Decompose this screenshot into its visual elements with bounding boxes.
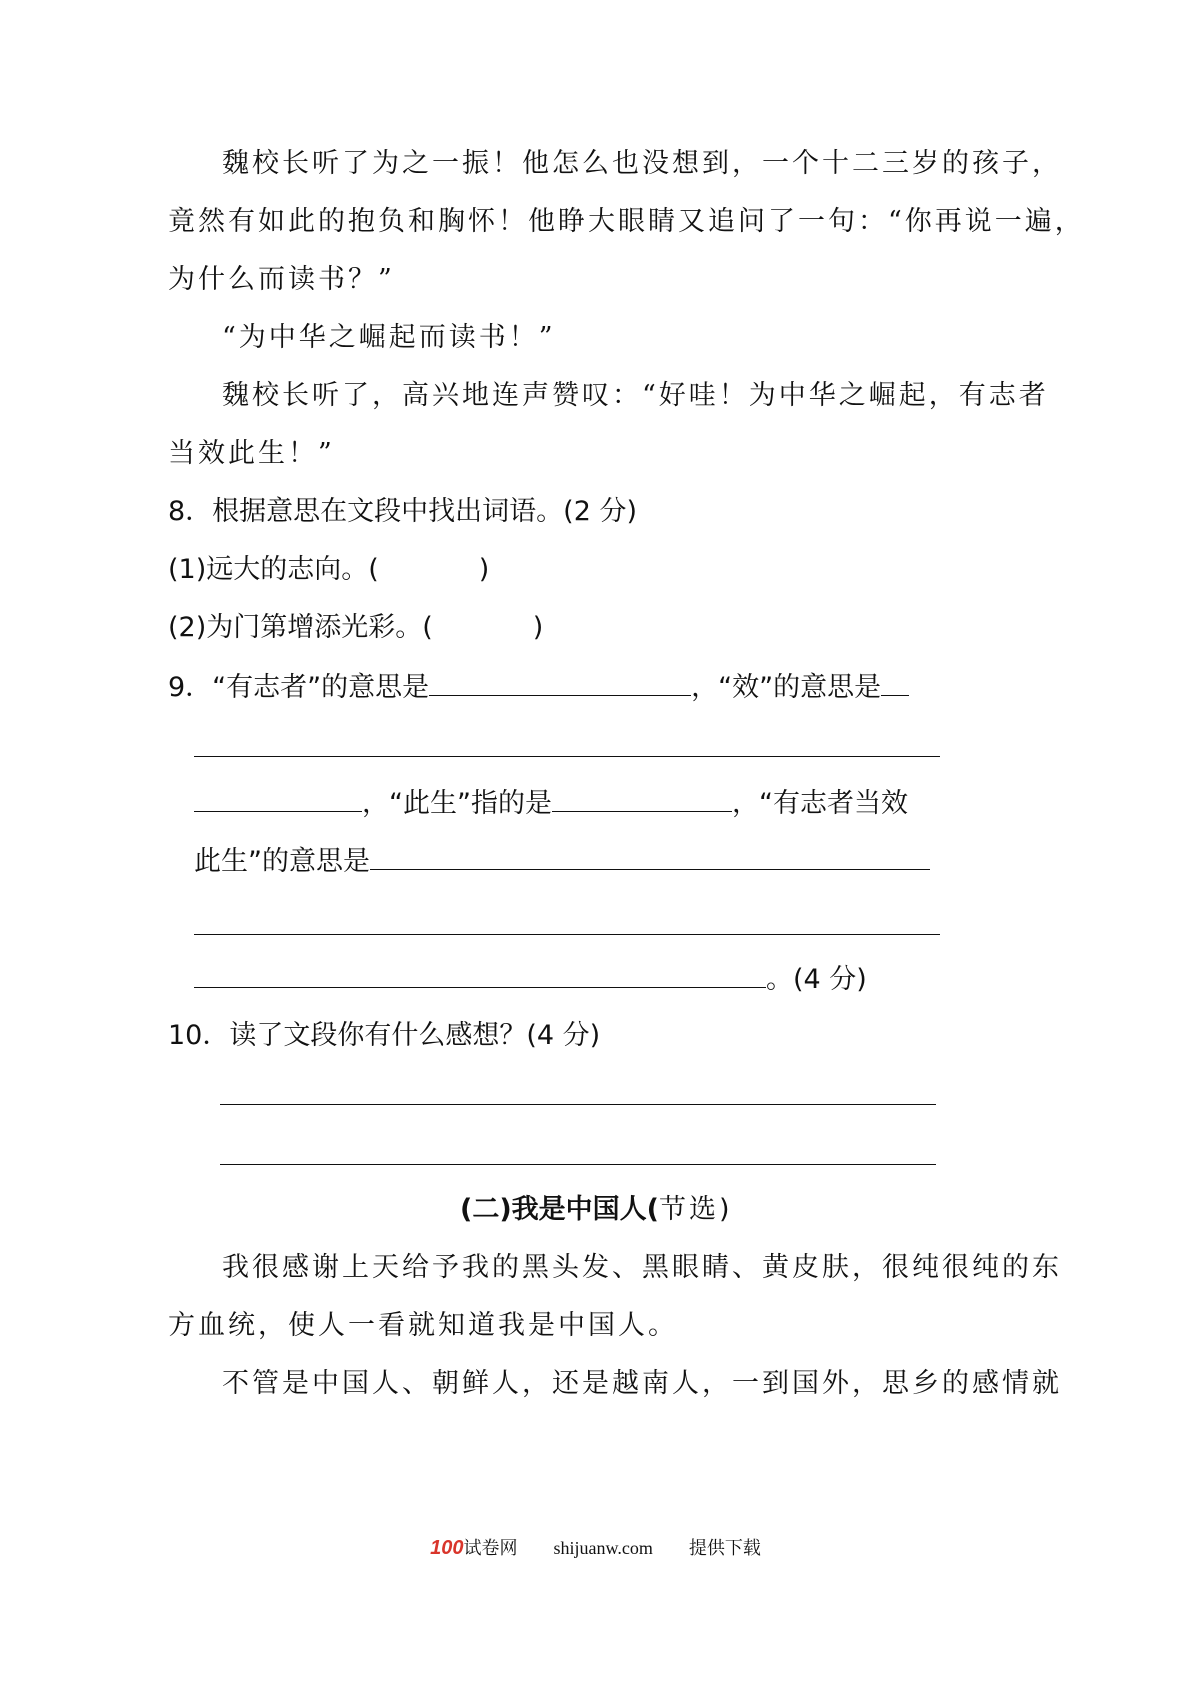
answer-blank[interactable] — [429, 669, 691, 696]
answer-line[interactable] — [220, 1104, 936, 1105]
q9-text: ，“效”的意思是 — [691, 672, 882, 703]
close-paren: ) — [478, 554, 490, 585]
q9-text: ，“此生”指的是 — [362, 788, 552, 819]
passage-line: 为什么而读书？” — [168, 264, 395, 295]
q9-text: 9．“有志者”的意思是 — [168, 672, 430, 703]
passage-line: “为中华之崛起而读书！” — [222, 322, 556, 353]
question-9-line-6 — [194, 961, 867, 997]
item-text: (2)为门第增添光彩。( — [168, 612, 433, 643]
question-9-line-1 — [168, 669, 909, 705]
question-10-stem: 10．读了文段你有什么感想？(4 分) — [168, 1020, 601, 1051]
answer-blank[interactable] — [370, 843, 930, 870]
passage-line: 魏校长听了为之一振！他怎么也没想到，一个十二三岁的孩子， — [222, 148, 1062, 179]
passage-line: 不管是中国人、朝鲜人，还是越南人，一到国外，思乡的感情就 — [222, 1368, 1062, 1399]
passage-line: 方血统，使人一看就知道我是中国人。 — [168, 1310, 678, 1341]
q9-text: 此生”的意思是 — [194, 846, 370, 877]
answer-line[interactable] — [194, 934, 940, 935]
site-name: 试卷网 — [463, 1538, 518, 1558]
q9-text: ，“有志者当效 — [731, 788, 908, 819]
question-9-line-3 — [194, 785, 908, 821]
q9-end: 。(4 分) — [766, 964, 867, 995]
question-9-line-4 — [194, 843, 930, 879]
site-logo: 100 — [430, 1537, 464, 1559]
passage-line: 竟然有如此的抱负和胸怀！他睁大眼睛又追问了一句：“你再说一遍， — [168, 206, 1085, 237]
item-text: (1)远大的志向。( — [168, 554, 379, 585]
passage-line: 当效此生！” — [168, 438, 335, 469]
download-note: 提供下载 — [688, 1538, 761, 1558]
site-domain[interactable]: shijuanw.com — [553, 1538, 653, 1558]
section-title-close: ) — [719, 1194, 730, 1225]
section-title-main: (二)我是中国人( — [460, 1194, 660, 1225]
section-title-note: 节选 — [659, 1194, 720, 1225]
answer-line[interactable] — [220, 1164, 936, 1165]
question-8-stem: 8．根据意思在文段中找出词语。(2 分) — [168, 496, 638, 527]
page-footer — [0, 1536, 1191, 1560]
answer-blank[interactable] — [194, 961, 766, 988]
answer-line[interactable] — [194, 756, 940, 757]
passage-line: 我很感谢上天给予我的黑头发、黑眼睛、黄皮肤，很纯很纯的东 — [222, 1252, 1062, 1283]
passage-line: 魏校长听了，高兴地连声赞叹：“好哇！为中华之崛起，有志者 — [222, 380, 1049, 411]
question-8-item-2 — [168, 611, 543, 645]
answer-blank[interactable] — [881, 669, 909, 696]
answer-blank[interactable] — [552, 785, 732, 812]
question-8-item-1 — [168, 553, 489, 587]
section-title — [460, 1193, 730, 1227]
answer-blank[interactable] — [194, 785, 362, 812]
close-paren: ) — [532, 612, 544, 643]
